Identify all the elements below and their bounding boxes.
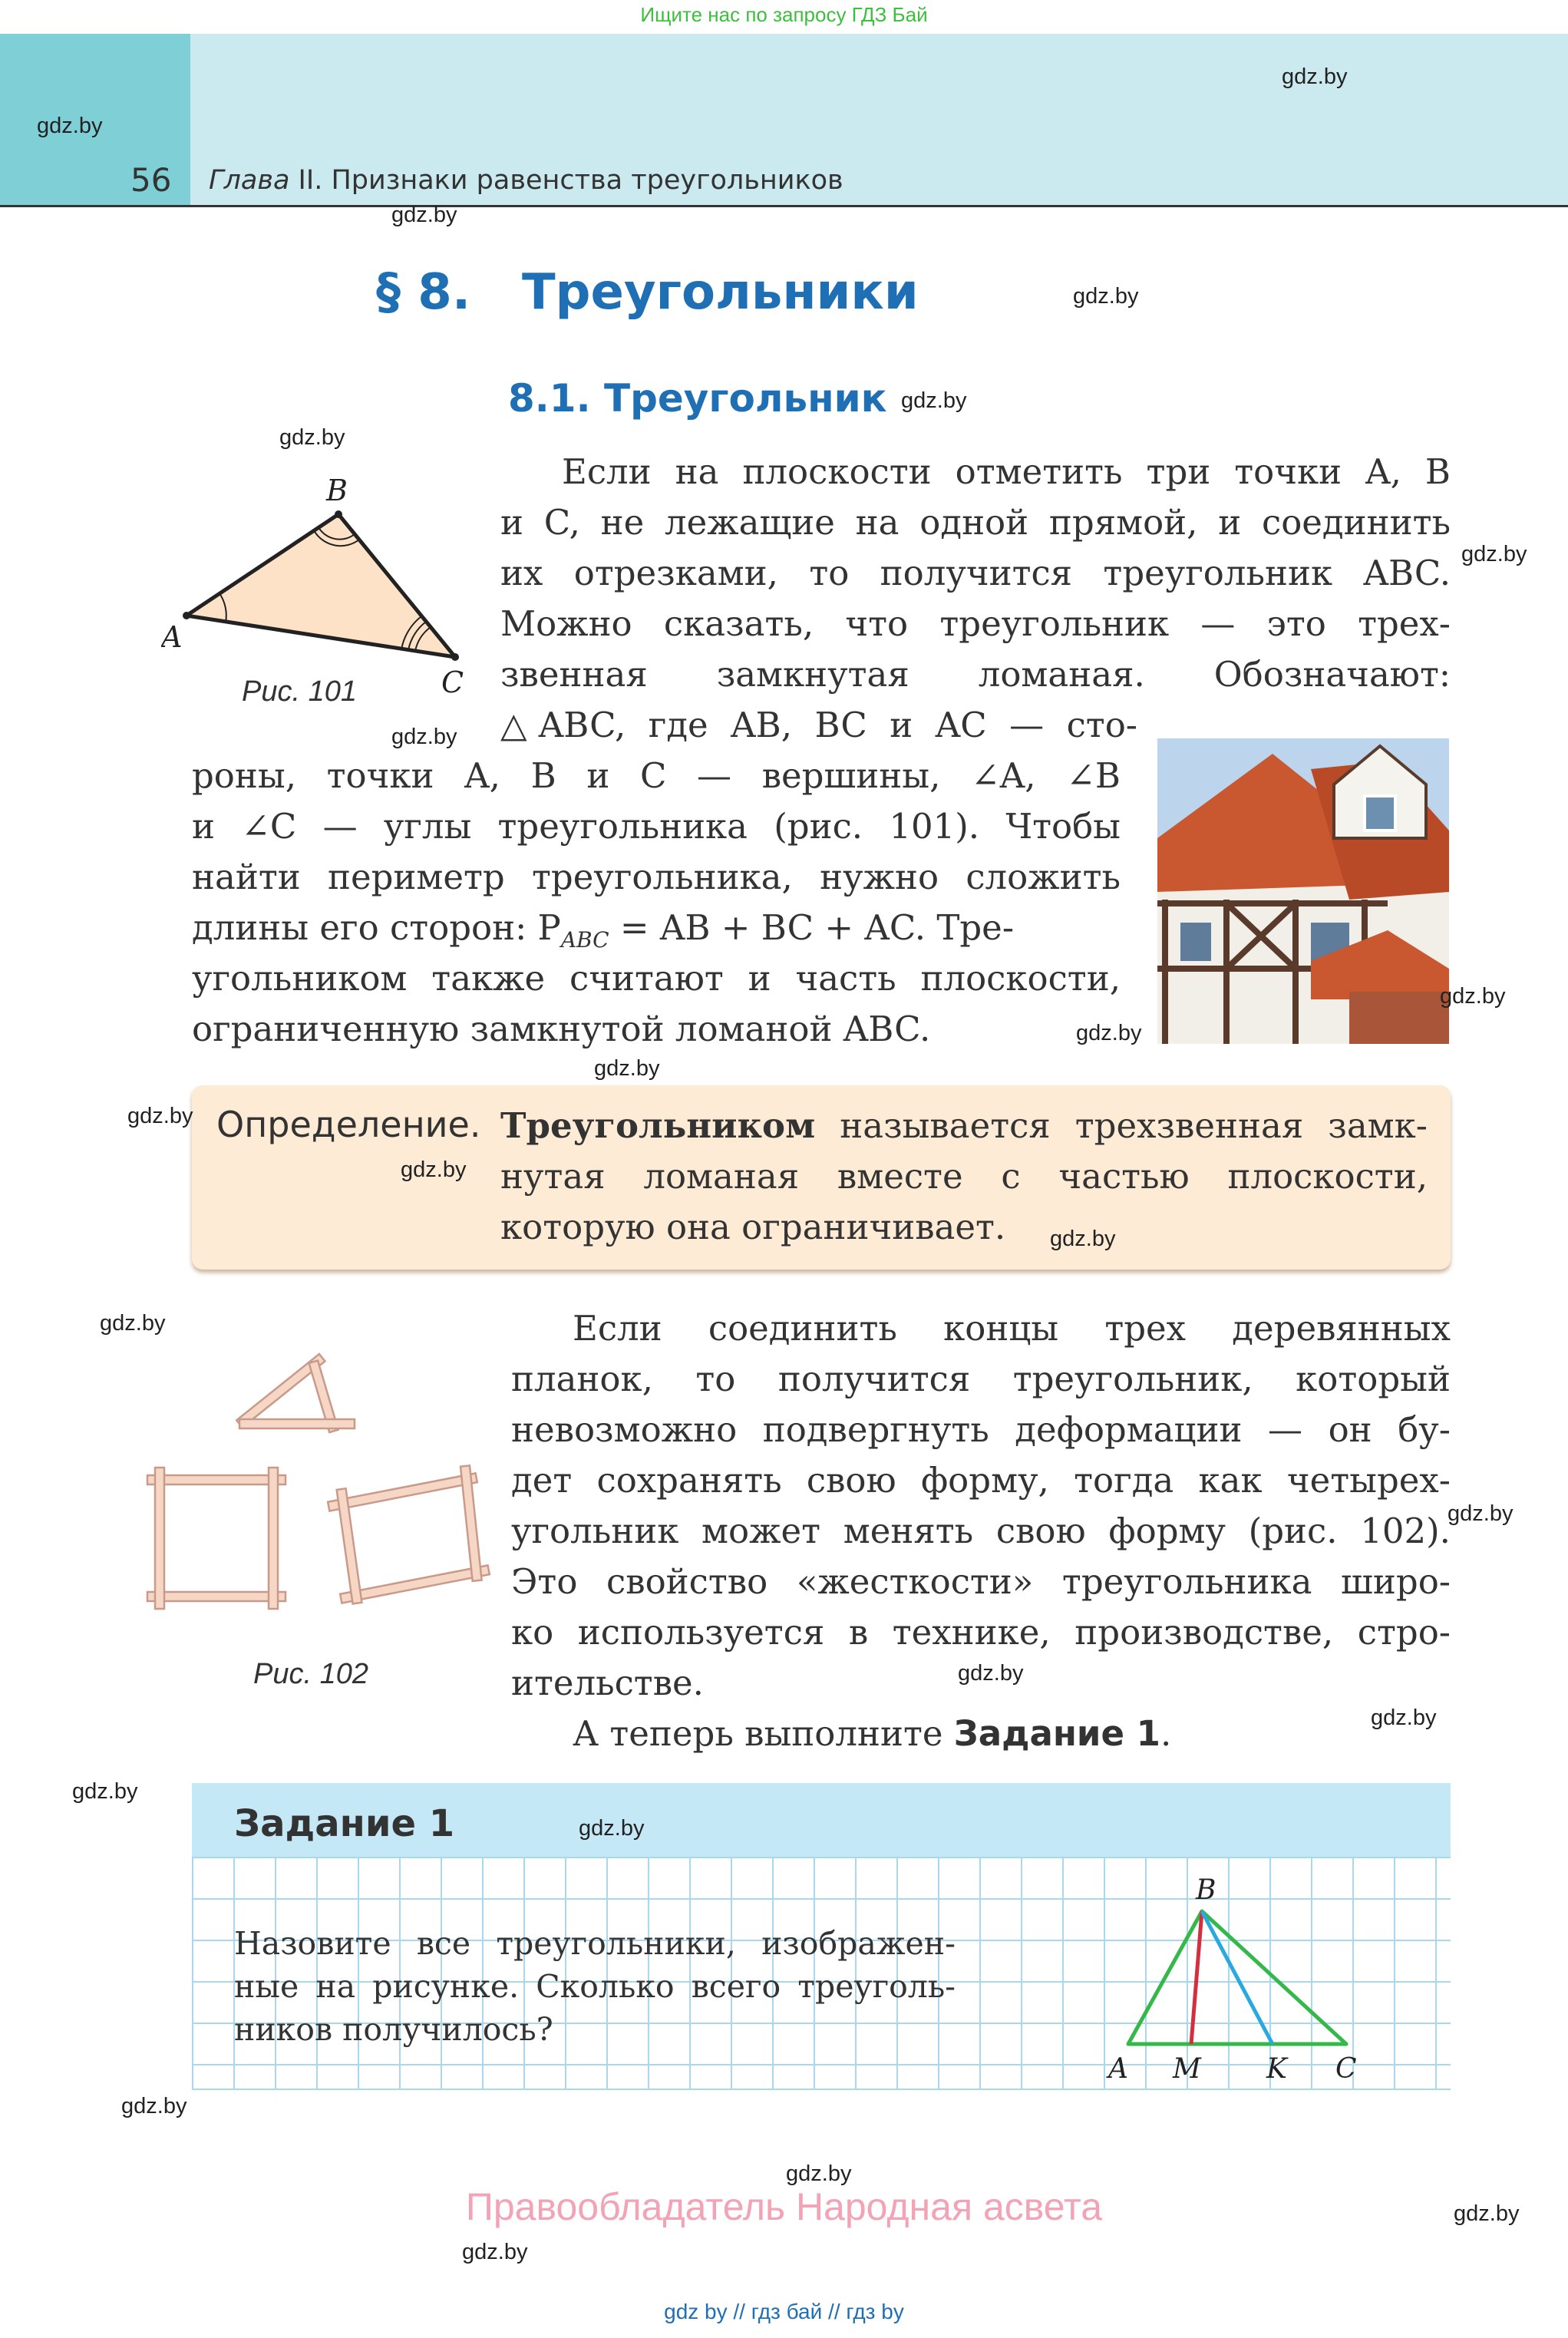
chapter-name: II. Признаки равенства треугольников: [298, 165, 843, 196]
para2-line-3: невозможно подвергнуть деформации — он бу-: [511, 1409, 1451, 1450]
definition-term: Треугольником: [500, 1105, 816, 1146]
para1-line-3: их отрезками, то получится треугольник ABC.: [500, 553, 1451, 593]
watermark: gdz.by: [401, 1157, 467, 1182]
definition-line-3: которую она ограничивает.: [500, 1207, 1006, 1247]
para1-line-10: [192, 903, 1121, 953]
para1-line-1: Если на плоскости отметить три точки A, B: [562, 451, 1451, 492]
task-line-2: ные на рисунке. Сколько всего треуголь-: [234, 1968, 956, 2005]
house-photo: [1157, 738, 1449, 1044]
section-title: [376, 264, 919, 321]
task-figure: [1105, 1865, 1366, 2088]
footer-links[interactable]: gdz by // гдз бай // гдз by: [664, 2300, 904, 2323]
watermark: gdz.by: [786, 2161, 852, 2186]
watermark: gdz.by: [1454, 2201, 1520, 2226]
task-call-link[interactable]: Задание 1: [953, 1713, 1160, 1754]
para1-line-5: звенная замкнутая ломаная. Обозначают:: [500, 654, 1451, 695]
para2-line-6: Это свойство «жесткости» треугольника широ-: [511, 1561, 1451, 1602]
task-label-m: M: [1173, 2053, 1201, 2085]
watermark: gdz.by: [1050, 1227, 1116, 1251]
point-a: [183, 612, 190, 619]
para2-line-5: угольник может менять свою форму (рис. 102).: [511, 1511, 1451, 1551]
watermark: gdz.by: [1461, 542, 1527, 566]
task-call-prefix: А теперь выполните: [573, 1713, 943, 1754]
task-label-b: B: [1196, 1874, 1216, 1906]
perimeter-subscript: ABC: [560, 927, 609, 953]
task-call-line: [573, 1709, 1171, 1759]
chapter-label: Глава: [209, 165, 290, 196]
section-number: § 8.: [376, 264, 471, 321]
perimeter-prefix: длины его сторон: P: [192, 907, 561, 948]
watermark: gdz.by: [391, 725, 457, 749]
watermark: gdz.by: [1371, 1706, 1437, 1730]
definition-label: Определение.: [216, 1104, 481, 1145]
window-1: [1180, 923, 1211, 961]
figure-101-caption: Рис. 101: [242, 675, 357, 708]
brick-wall: [1349, 992, 1449, 1044]
task-label-c: C: [1335, 2053, 1357, 2085]
task-label-k: K: [1266, 2053, 1287, 2085]
label-b: B: [326, 474, 348, 507]
plank-square: [147, 1468, 286, 1609]
definition-line-1: [500, 1101, 1428, 1151]
watermark: gdz.by: [1440, 984, 1506, 1009]
para2-line-2: планок, то получится треугольник, который: [511, 1359, 1451, 1399]
triangle-abc: [187, 514, 455, 657]
figure-102-caption: Рис. 102: [253, 1658, 368, 1690]
watermark: gdz.by: [1448, 1501, 1514, 1526]
para1-line-7: роны, точки A, B и C — вершины, ∠A, ∠B: [192, 755, 1121, 796]
watermark: gdz.by: [462, 2240, 528, 2264]
task-line-3: ников получилось?: [234, 2011, 553, 2048]
para1-line-8: и ∠C — углы треугольника (рис. 101). Чтобы: [192, 806, 1121, 847]
header-divider: [0, 205, 1568, 207]
para1-line-6: △ABC, где AB, BC и AC — сто-: [500, 705, 1137, 745]
para1-line-2: и C, не лежащие на одной прямой, и соединить: [500, 502, 1451, 543]
para2-line-1: Если соединить концы трех деревянных: [573, 1308, 1451, 1349]
top-note: Ищите нас по запросу ГДЗ Бай: [640, 3, 928, 26]
task-call-suffix: .: [1160, 1713, 1172, 1754]
label-c: C: [441, 665, 464, 699]
house-illustration: [1157, 738, 1449, 1044]
section-name: Треугольники: [521, 264, 919, 321]
watermark: gdz.by: [100, 1311, 166, 1336]
perimeter-formula: = AB + BC + AC. Тре-: [619, 907, 1015, 948]
rights-holder: Правообладатель Народная асвета: [465, 2185, 1103, 2228]
point-c: [451, 653, 459, 661]
watermark: gdz.by: [1282, 64, 1348, 89]
task-title: Задание 1: [234, 1802, 455, 1845]
dormer-window: [1365, 796, 1395, 831]
watermark: gdz.by: [1076, 1021, 1142, 1045]
segment-bk: [1202, 1911, 1273, 2044]
para2-line-4: дет сохранять свою форму, тогда как четырех-: [511, 1460, 1451, 1501]
task-label-a: A: [1108, 2053, 1128, 2085]
watermark: gdz.by: [958, 1661, 1024, 1686]
watermark: gdz.by: [1073, 284, 1139, 309]
chapter-title: [209, 165, 843, 196]
watermark: gdz.by: [391, 203, 457, 227]
watermark: gdz.by: [72, 1779, 138, 1804]
subsection-title: 8.1. Треугольник: [508, 376, 887, 421]
para2-line-8: ительстве.: [511, 1663, 704, 1703]
plank-triangle: [236, 1354, 355, 1432]
watermark: gdz.by: [579, 1816, 645, 1841]
watermark: gdz.by: [594, 1056, 660, 1081]
para1-line-12: ограниченную замкнутой ломаной ABC.: [192, 1009, 931, 1049]
watermark: gdz.by: [279, 425, 345, 450]
para1-line-4: Можно сказать, что треугольник — это трех-: [500, 603, 1451, 644]
para1-line-11: угольником также считают и часть плоскости,: [192, 958, 1121, 999]
watermark: gdz.by: [37, 114, 103, 138]
page-number: 56: [130, 161, 172, 199]
label-a: A: [161, 620, 183, 654]
plank-parallelogram: [328, 1465, 490, 1603]
task-line-1: Назовите все треугольники, изображен-: [234, 1925, 956, 1962]
para1-line-9: найти периметр треугольника, нужно сложить: [192, 857, 1121, 897]
watermark: gdz.by: [127, 1104, 193, 1128]
definition-line-2: нутая ломаная вместе с частью плоскости,: [500, 1156, 1428, 1197]
figure-102: [138, 1320, 491, 1620]
definition-line-1-rest: называется трехзвенная замк-: [840, 1105, 1428, 1146]
watermark: gdz.by: [121, 2094, 187, 2118]
point-b: [335, 510, 342, 518]
watermark: gdz.by: [901, 388, 967, 413]
para2-line-7: ко используется в технике, производстве, стро-: [511, 1612, 1451, 1653]
